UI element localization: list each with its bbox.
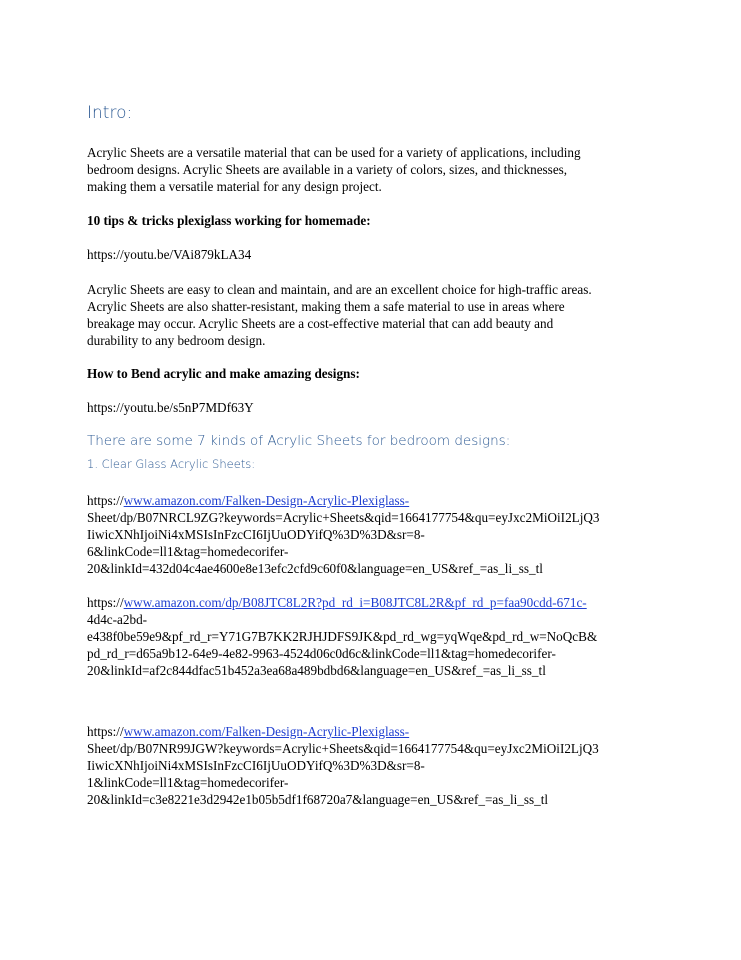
amazon-link-block	[87, 594, 657, 679]
link-line: 4d4c-a2bd-	[87, 612, 148, 627]
link-line: pd_rd_r=d65a9b12-64e9-4e82-9963-4524d06c0d6c&linkCode=ll1&tag=homedecorifer-	[87, 646, 556, 661]
link-line: 20&linkId=af2c844dfac51b452a3ea68a489bdbd6&language=en_US&ref_=as_li_ss_tl	[87, 663, 546, 678]
tips-heading: 10 tips & tricks plexiglass working for homemade:	[87, 213, 371, 228]
kinds-heading: There are some 7 kinds of Acrylic Sheets for bedroom designs:	[87, 433, 511, 449]
intro-line: bedroom designs. Acrylic Sheets are available in a variety of colors, sizes, and thicknesses,	[87, 162, 568, 177]
amazon-link[interactable]: www.amazon.com/Falken-Design-Acrylic-Plexiglass-	[123, 493, 410, 508]
amazon-link-block	[87, 492, 657, 577]
bend-video-link[interactable]: https://youtu.be/s5nP7MDf63Y	[87, 400, 254, 415]
bend-heading: How to Bend acrylic and make amazing designs:	[87, 366, 360, 381]
link-line: Sheet/dp/B07NRCL9ZG?keywords=Acrylic+Sheets&qid=1664177754&qu=eyJxc2MiOiI2LjQ3	[87, 510, 600, 525]
amazon-link[interactable]: www.amazon.com/Falken-Design-Acrylic-Plexiglass-	[123, 724, 410, 739]
link-prefix: https://	[87, 493, 124, 508]
link-line: 6&linkCode=ll1&tag=homedecorifer-	[87, 544, 289, 559]
benefits-line: durability to any bedroom design.	[87, 333, 266, 348]
tips-video-link[interactable]: https://youtu.be/VAi879kLA34	[87, 247, 252, 262]
intro-line: making them a versatile material for any design project.	[87, 179, 382, 194]
link-line: IiwicXNhIjoiNi4xMSIsInFzcCI6IjUuODYifQ%3D%3D&sr=8-	[87, 758, 425, 773]
link-prefix: https://	[87, 724, 124, 739]
link-first-line	[87, 492, 657, 509]
benefits-line: Acrylic Sheets are easy to clean and maintain, and are an excellent choice for high-traffic areas.	[87, 282, 592, 297]
link-line: 20&linkId=432d04c4ae4600e8e13efc2cfd9c60f0&language=en_US&ref_=as_li_ss_tl	[87, 561, 543, 576]
link-line: IiwicXNhIjoiNi4xMSIsInFzcCI6IjUuODYifQ%3D%3D&sr=8-	[87, 527, 425, 542]
link-line: Sheet/dp/B07NR99JGW?keywords=Acrylic+Sheets&qid=1664177754&qu=eyJxc2MiOiI2LjQ3	[87, 741, 599, 756]
intro-paragraph	[87, 144, 657, 195]
amazon-link[interactable]: www.amazon.com/dp/B08JTC8L2R?pd_rd_i=B08JTC8L2R&pf_rd_p=faa90cdd-671c-	[123, 595, 587, 610]
link-first-line	[87, 723, 657, 740]
link-line: 20&linkId=c3e8221e3d2942e1b05b5df1f68720a7&language=en_US&ref_=as_li_ss_tl	[87, 792, 549, 807]
clear-glass-subheading: 1. Clear Glass Acrylic Sheets:	[87, 457, 256, 471]
intro-heading: Intro:	[87, 103, 133, 123]
benefits-line: breakage may occur. Acrylic Sheets are a cost-effective material that can add beauty and	[87, 316, 554, 331]
link-line: e438f0be59e9&pf_rd_r=Y71G7B7KK2RJHJDFS9JK&pd_rd_wg=yqWqe&pd_rd_w=NoQcB&	[87, 629, 598, 644]
benefits-paragraph	[87, 281, 657, 349]
benefits-line: Acrylic Sheets are also shatter-resistant, making them a safe material to use in areas where	[87, 299, 565, 314]
intro-line: Acrylic Sheets are a versatile material that can be used for a variety of applications, including	[87, 145, 581, 160]
amazon-link-block	[87, 723, 657, 808]
link-prefix: https://	[87, 595, 124, 610]
link-first-line	[87, 594, 657, 611]
link-line: 1&linkCode=ll1&tag=homedecorifer-	[87, 775, 289, 790]
